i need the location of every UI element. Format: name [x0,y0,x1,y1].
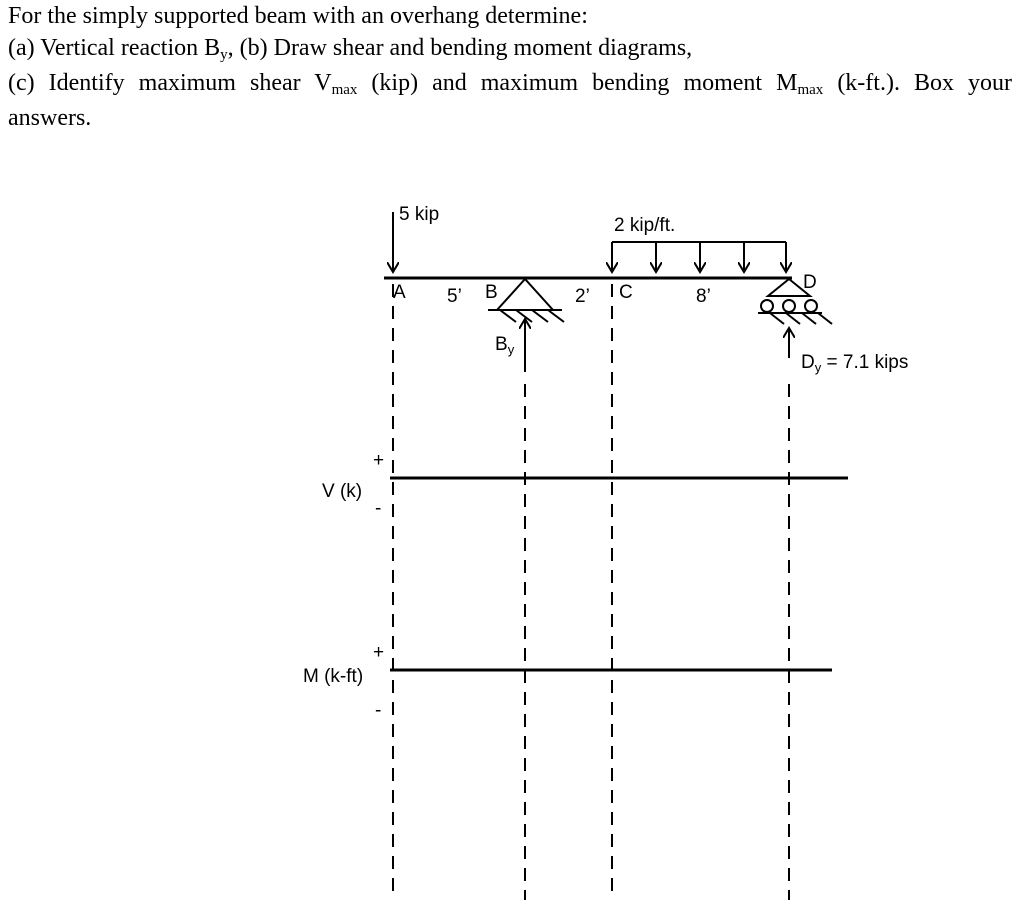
roller-support-d [758,279,832,324]
shear-axis-label: V (k) [322,481,363,502]
moment-plus-sign: + [373,642,385,663]
problem-line-3-a: (c) Identify maximum shear V [8,70,332,96]
point-d-label: D [803,272,817,293]
point-load-label: 5 kip [399,204,440,225]
moment-minus-sign: - [375,700,382,721]
moment-axis-label: M (k-ft) [303,666,364,687]
reaction-by-main: B [495,334,508,355]
reaction-by-sub: y [507,342,515,357]
problem-line-2-sub: y [220,47,228,63]
shear-minus-sign: - [375,498,382,519]
point-c-label: C [619,282,633,303]
problem-line-3-b: (kip) and maximum bending moment M [357,70,798,96]
pin-support-b [488,279,564,322]
reaction-dy-value: = 7.1 kips [821,352,909,373]
reaction-dy-label [801,352,908,375]
distributed-load-label: 2 kip/ft. [614,215,676,236]
problem-line-2-a: (a) Vertical reaction B [8,35,221,61]
span-ab-label: 5’ [447,286,462,307]
span-bc-label: 2’ [575,286,590,307]
problem-line-3-sub1: max [331,82,358,98]
problem-line-3-sub2: max [797,82,824,98]
reaction-dy-sub: y [814,360,822,375]
reaction-dy-main: D [801,352,815,373]
distributed-load [612,242,786,272]
problem-line-3-c: (k-ft.). Box your [823,70,1012,96]
shear-plus-sign: + [373,450,385,471]
problem-line-2-b: , (b) Draw shear and bending moment diagrams, [227,35,693,61]
point-b-label: B [485,282,498,303]
reaction-by-label [495,334,515,357]
point-a-label: A [393,282,406,303]
problem-line-4: answers. [8,105,92,131]
span-cd-label: 8’ [696,286,711,307]
problem-line-1: For the simply supported beam with an overhang determine: [8,3,588,29]
